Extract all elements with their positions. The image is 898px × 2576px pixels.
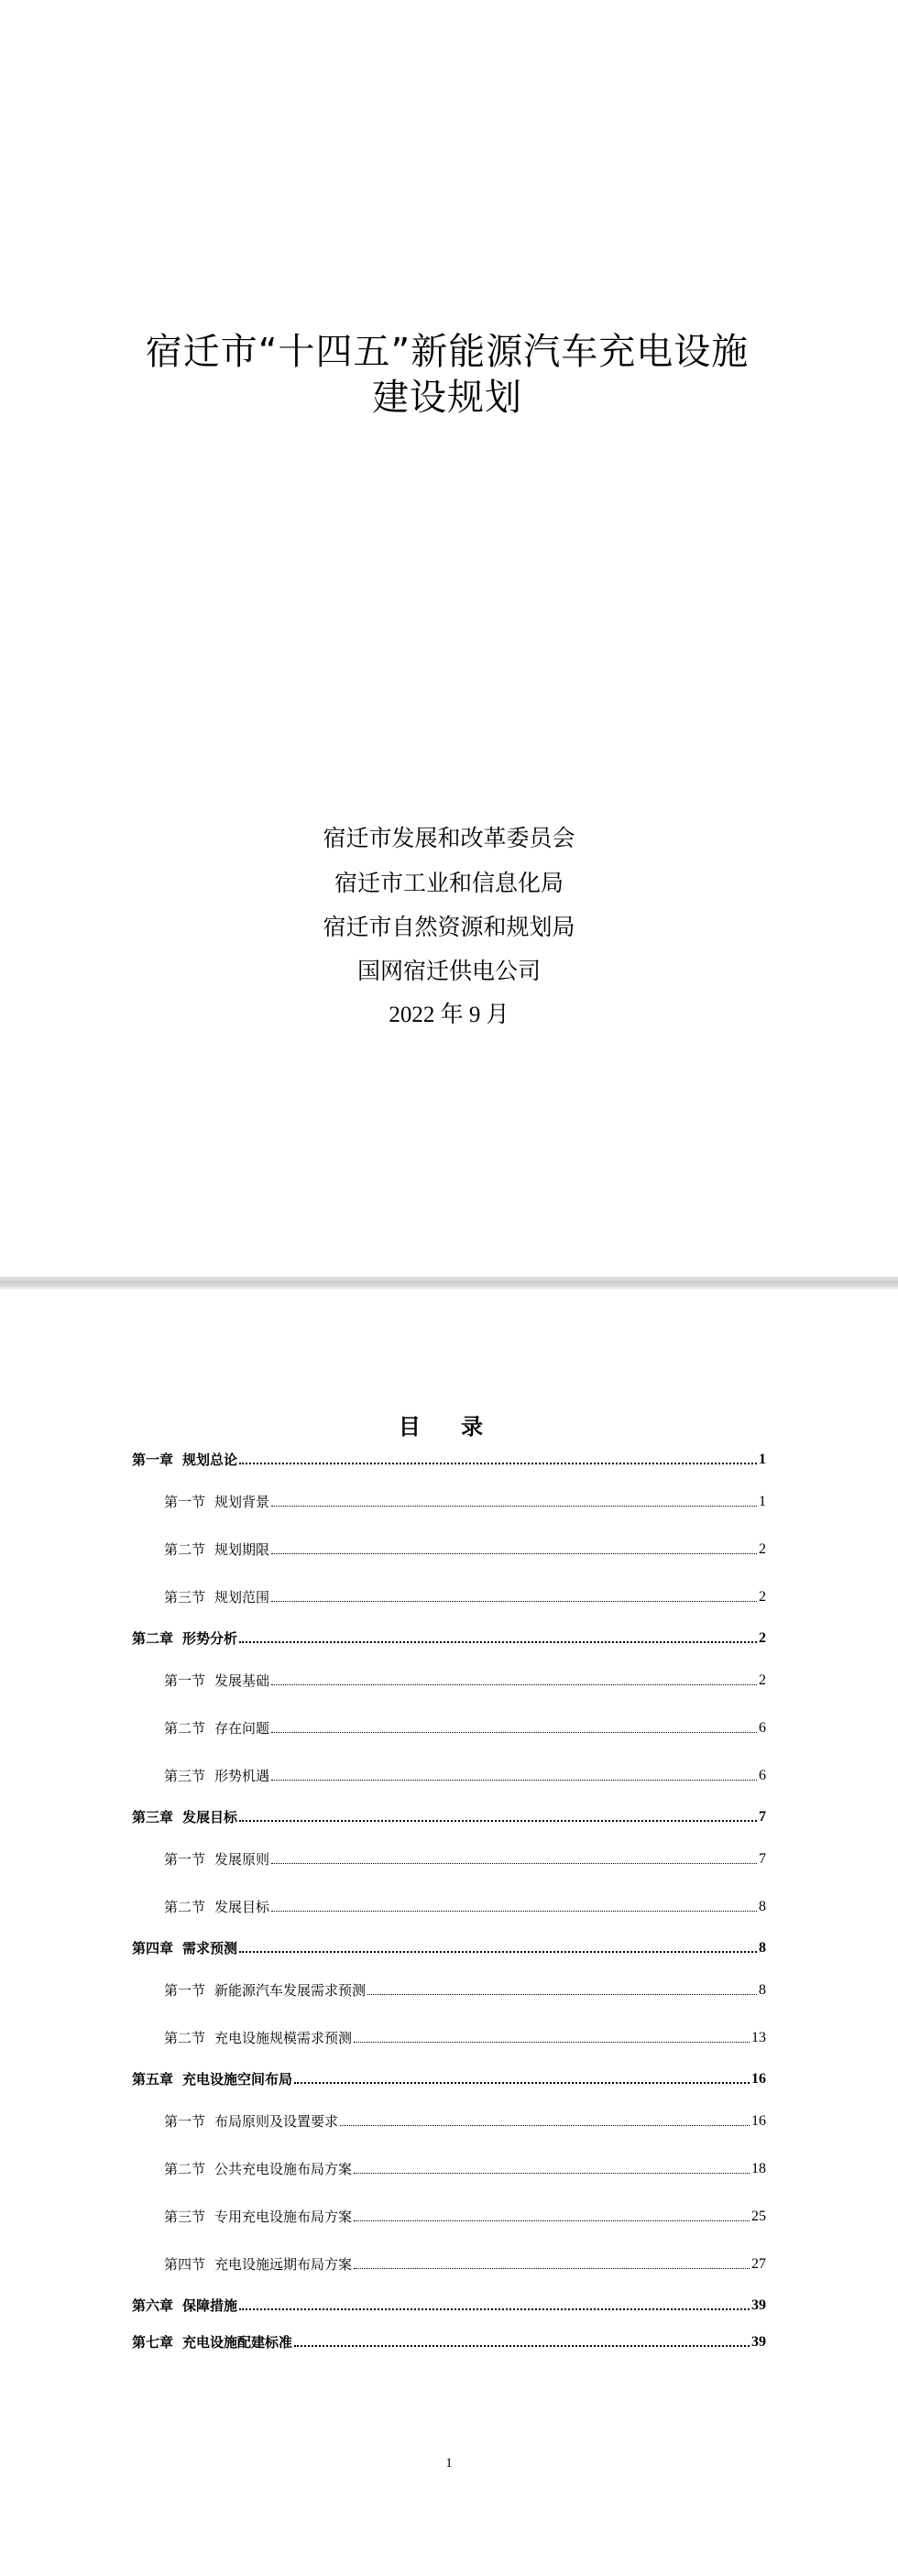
toc-entry-text: 发展目标 xyxy=(214,1899,270,1915)
toc-entry-page: 2 xyxy=(759,1630,766,1646)
toc-section-entry[interactable] xyxy=(164,1894,766,1916)
toc-entry-page: 27 xyxy=(751,2256,766,2272)
toc-entry-label xyxy=(132,1451,237,1469)
toc-entry-page: 39 xyxy=(751,2297,766,2313)
toc-section-entry[interactable] xyxy=(164,1537,766,1559)
toc-leader-dots xyxy=(239,1949,757,1953)
toc-entry-text: 形势机遇 xyxy=(214,1768,270,1784)
toc-entry-text: 规划期限 xyxy=(214,1541,270,1558)
page-separator xyxy=(0,1277,898,1289)
toc-entry-number: 第三节 xyxy=(164,2209,206,2225)
toc-entry-number: 第二节 xyxy=(164,1899,206,1915)
toc-entry-page: 16 xyxy=(751,2113,766,2129)
toc-chapter-entry[interactable] xyxy=(132,1447,766,1469)
toc-section-entry[interactable] xyxy=(164,1668,766,1690)
toc-entry-page: 25 xyxy=(751,2209,766,2224)
toc-entry-page: 7 xyxy=(759,1809,766,1825)
toc-leader-dots xyxy=(271,1862,757,1864)
toc-entry-page: 18 xyxy=(751,2161,766,2176)
toc-entry-page: 6 xyxy=(759,1720,766,1736)
toc-entry-page: 6 xyxy=(759,1768,766,1783)
toc-entry-label xyxy=(164,1981,366,2000)
toc-leader-dots xyxy=(294,2343,750,2347)
toc-entry-text: 保障措施 xyxy=(182,2297,238,2314)
toc-entry-text: 发展基础 xyxy=(214,1672,270,1689)
toc-section-entry[interactable] xyxy=(164,1489,766,1511)
toc-entry-text: 充电设施配建标准 xyxy=(182,2334,293,2351)
toc-leader-dots xyxy=(271,1683,757,1685)
toc-entry-page: 8 xyxy=(759,1940,766,1956)
toc-section-entry[interactable] xyxy=(164,2252,766,2274)
toc-section-entry[interactable] xyxy=(164,2025,766,2047)
toc-entry-label xyxy=(164,2255,352,2274)
toc-leader-dots xyxy=(271,1505,757,1507)
toc-section-entry[interactable] xyxy=(164,1847,766,1869)
toc-entry-page: 7 xyxy=(759,1851,766,1867)
toc-title: 目 录 xyxy=(398,1414,500,1440)
organization-3: 宿迁市自然资源和规划局 xyxy=(323,914,575,940)
toc-entry-number: 第六章 xyxy=(132,2297,174,2314)
toc-entry-label xyxy=(164,1588,269,1606)
page-number: 1 xyxy=(445,2456,453,2471)
toc-entry-number: 第二章 xyxy=(132,1630,174,1647)
toc-entry-text: 充电设施规模需求预测 xyxy=(214,2030,353,2046)
toc-entry-text: 规划背景 xyxy=(214,1494,270,1510)
toc-leader-dots xyxy=(340,2124,750,2126)
toc-entry-text: 布局原则及设置要求 xyxy=(214,2113,339,2130)
toc-entry-number: 第一节 xyxy=(164,1851,206,1868)
toc-section-entry[interactable] xyxy=(164,2204,766,2226)
toc-entry-label xyxy=(164,1719,269,1737)
toc-chapter-entry[interactable] xyxy=(132,2066,766,2088)
toc-section-entry[interactable] xyxy=(164,1584,766,1606)
toc-entry-number: 第二节 xyxy=(164,1541,206,1558)
toc-leader-dots xyxy=(354,2172,750,2174)
toc-entry-label xyxy=(164,2208,352,2226)
toc-entry-number: 第一节 xyxy=(164,1982,206,1999)
toc-leader-dots xyxy=(294,2080,750,2084)
toc-entry-text: 专用充电设施布局方案 xyxy=(214,2209,353,2225)
toc-entry-text: 发展目标 xyxy=(182,1809,238,1825)
toc-entry-page: 39 xyxy=(751,2334,766,2350)
toc-entry-label xyxy=(132,2070,292,2088)
toc-chapter-entry[interactable] xyxy=(132,1804,766,1826)
toc-entry-text: 公共充电设施布局方案 xyxy=(214,2161,353,2177)
toc-entry-label xyxy=(164,2029,352,2047)
toc-entry-number: 第四节 xyxy=(164,2256,206,2273)
organization-1: 宿迁市发展和改革委员会 xyxy=(323,825,575,851)
toc-entry-text: 充电设施空间布局 xyxy=(182,2071,293,2088)
toc-entry-page: 13 xyxy=(751,2030,766,2045)
organization-2: 宿迁市工业和信息化局 xyxy=(334,870,564,896)
toc-leader-dots xyxy=(271,1910,757,1912)
toc-entry-number: 第二节 xyxy=(164,2030,206,2046)
toc-entry-page: 1 xyxy=(759,1452,766,1467)
toc-entry-number: 第一节 xyxy=(164,1494,206,1510)
toc-entry-number: 第一章 xyxy=(132,1452,174,1468)
toc-leader-dots xyxy=(239,1461,757,1464)
toc-entry-page: 16 xyxy=(751,2071,766,2087)
toc-leader-dots xyxy=(271,1731,757,1733)
toc-leader-dots xyxy=(271,1600,757,1602)
toc-chapter-entry[interactable] xyxy=(132,1935,766,1957)
organization-4: 国网宿迁供电公司 xyxy=(356,958,541,984)
toc-entry-label xyxy=(164,1767,269,1785)
toc-leader-dots xyxy=(367,1993,757,1995)
toc-entry-label xyxy=(164,1540,269,1559)
toc-leader-dots xyxy=(354,2267,750,2269)
toc-entry-number: 第一节 xyxy=(164,1672,206,1689)
toc-leader-dots xyxy=(354,2220,750,2221)
toc-entry-label xyxy=(132,1808,237,1826)
toc-entry-number: 第三章 xyxy=(132,1809,174,1825)
toc-entry-number: 第一节 xyxy=(164,2113,206,2130)
toc-entry-number: 第二节 xyxy=(164,2161,206,2177)
toc-entry-label xyxy=(132,2333,292,2351)
document-title-line-2: 建设规划 xyxy=(372,377,522,419)
toc-entry-label xyxy=(164,1898,269,1916)
toc-entry-text: 需求预测 xyxy=(182,1940,238,1957)
toc-chapter-entry[interactable] xyxy=(132,2293,766,2315)
toc-entry-page: 8 xyxy=(759,1982,766,1998)
toc-entry-label xyxy=(132,1939,237,1957)
toc-section-entry[interactable] xyxy=(164,2109,766,2131)
toc-leader-dots xyxy=(239,1639,757,1643)
toc-section-entry[interactable] xyxy=(164,1716,766,1737)
toc-entry-text: 规划范围 xyxy=(214,1589,270,1606)
toc-entry-label xyxy=(164,2112,338,2131)
toc-section-entry[interactable] xyxy=(164,2156,766,2178)
toc-entry-page: 2 xyxy=(759,1672,766,1688)
toc-entry-page: 2 xyxy=(759,1541,766,1557)
toc-entry-label xyxy=(132,1629,237,1648)
toc-entry-text: 规划总论 xyxy=(182,1452,238,1468)
toc-leader-dots xyxy=(239,2307,750,2310)
publication-date: 2022 年 9 月 xyxy=(389,1003,509,1027)
toc-section-entry[interactable] xyxy=(164,1978,766,2000)
toc-entry-number: 第七章 xyxy=(132,2334,174,2351)
toc-entry-text: 充电设施远期布局方案 xyxy=(214,2256,353,2273)
toc-leader-dots xyxy=(239,1818,757,1822)
toc-entry-number: 第二节 xyxy=(164,1720,206,1737)
toc-entry-text: 存在问题 xyxy=(214,1720,270,1737)
toc-entry-text: 形势分析 xyxy=(182,1630,238,1647)
toc-entry-page: 2 xyxy=(759,1589,766,1605)
toc-entry-label xyxy=(164,1850,269,1869)
toc-entry-number: 第五章 xyxy=(132,2071,174,2088)
toc-page xyxy=(0,1289,898,2576)
toc-entry-text: 发展原则 xyxy=(214,1851,270,1868)
toc-entry-label xyxy=(164,2160,352,2178)
toc-chapter-entry[interactable] xyxy=(132,1626,766,1648)
toc-entry-text: 新能源汽车发展需求预测 xyxy=(214,1982,367,1999)
toc-section-entry[interactable] xyxy=(164,1763,766,1785)
toc-entry-number: 第四章 xyxy=(132,1940,174,1957)
toc-entry-label xyxy=(164,1672,269,1690)
toc-entry-number: 第三节 xyxy=(164,1589,206,1606)
toc-leader-dots xyxy=(271,1552,757,1554)
toc-entry-page: 1 xyxy=(759,1494,766,1509)
toc-entry-page: 8 xyxy=(759,1899,766,1914)
toc-entry-number: 第三节 xyxy=(164,1768,206,1784)
toc-leader-dots xyxy=(354,2041,750,2043)
toc-chapter-entry[interactable] xyxy=(132,2329,766,2351)
toc-entry-label xyxy=(132,2296,237,2315)
cover-page xyxy=(0,0,898,1277)
toc-leader-dots xyxy=(271,1779,757,1781)
toc-entry-label xyxy=(164,1493,269,1511)
document-title-line-1: 宿迁市“十四五”新能源汽车充电设施 xyxy=(145,331,750,373)
